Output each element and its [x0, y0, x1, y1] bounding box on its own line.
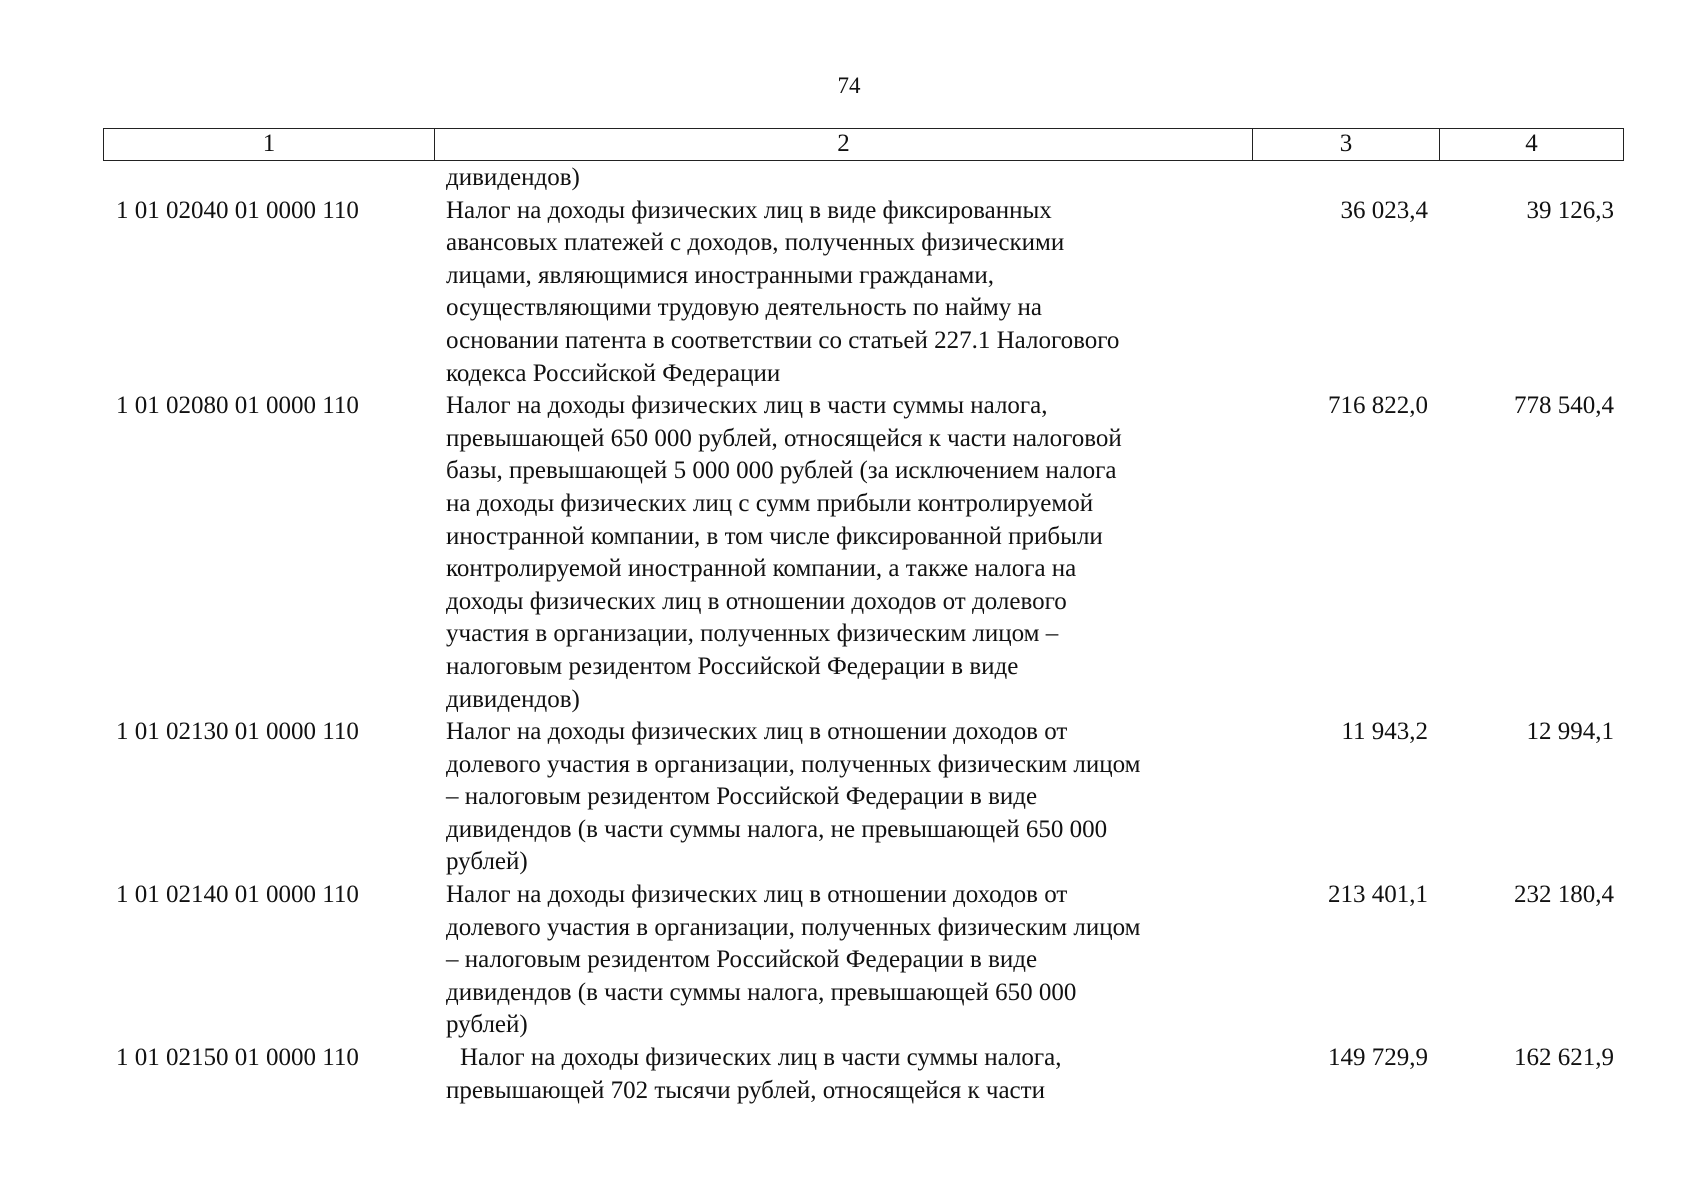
- description-line: контролируемой иностранной компании, а также налога на: [446, 555, 1077, 583]
- header-col-2: 2: [435, 129, 1253, 160]
- row-code: 1 01 02140 01 0000 110: [116, 881, 359, 909]
- description-line: лицами, являющимися иностранными гражданами,: [446, 261, 994, 289]
- row-value-col3: 716 822,0: [1328, 392, 1428, 420]
- row-value-col3: 36 023,4: [1340, 196, 1428, 224]
- table-row: [0, 1042, 1698, 1107]
- row-code: 1 01 02080 01 0000 110: [116, 392, 359, 420]
- description-line: осуществляющими трудовую деятельность по найму на: [446, 294, 1042, 322]
- description-line: авансовых платежей с доходов, полученных физическими: [446, 229, 1065, 257]
- description-line: – налоговым резидентом Российской Федерации в виде: [446, 783, 1038, 811]
- row-value-col4: 162 621,9: [1514, 1044, 1614, 1072]
- description-line: иностранной компании, в том числе фиксированной прибыли: [446, 522, 1103, 550]
- row-value-col4: 778 540,4: [1514, 392, 1614, 420]
- row-code: 1 01 02130 01 0000 110: [116, 718, 359, 746]
- row-description: [446, 879, 1246, 1042]
- description-line: налоговым резидентом Российской Федерации в виде: [446, 652, 1019, 680]
- description-line: рублей): [446, 848, 528, 876]
- header-col-1: 1: [104, 129, 435, 160]
- header-col-3: 3: [1253, 129, 1440, 160]
- description-line: дивидендов (в части суммы налога, не превышающей 650 000: [446, 815, 1108, 843]
- row-value-col4: 232 180,4: [1514, 881, 1614, 909]
- table-row: [0, 390, 1698, 716]
- description-line: на доходы физических лиц с сумм прибыли контролируемой: [446, 489, 1094, 517]
- continuation-line: дивидендов): [446, 164, 580, 191]
- description-line: – налоговым резидентом Российской Федерации в виде: [446, 946, 1038, 974]
- description-line: долевого участия в организации, полученных физическим лицом: [446, 913, 1141, 941]
- description-line: рублей): [446, 1011, 528, 1039]
- description-line: Налог на доходы физических лиц в отношении доходов от: [446, 881, 1068, 909]
- description-line: доходы физических лиц в отношении доходов от долевого: [446, 587, 1067, 615]
- description-line: превышающей 702 тысячи рублей, относящейся к части: [446, 1076, 1045, 1104]
- description-line: Налог на доходы физических лиц в виде фиксированных: [446, 196, 1052, 224]
- table-body: [0, 162, 1698, 1107]
- row-code: 1 01 02040 01 0000 110: [116, 196, 359, 224]
- description-line: дивидендов): [446, 685, 580, 713]
- row-description: [446, 1042, 1246, 1107]
- row-description: [446, 195, 1246, 391]
- row-value-col4: 12 994,1: [1526, 718, 1614, 746]
- table-header: [103, 128, 1624, 161]
- description-line: базы, превышающей 5 000 000 рублей (за исключением налога: [446, 457, 1117, 485]
- description-line: участия в организации, полученных физическим лицом –: [446, 620, 1059, 648]
- description-line: кодекса Российской Федерации: [446, 359, 781, 387]
- description-line: Налог на доходы физических лиц в отношении доходов от: [446, 718, 1068, 746]
- description-line: Налог на доходы физических лиц в части суммы налога,: [446, 392, 1048, 420]
- table-row: [0, 195, 1698, 391]
- row-value-col3: 11 943,2: [1341, 718, 1428, 746]
- row-value-col3: 213 401,1: [1328, 881, 1428, 909]
- description-line: основании патента в соответствии со статьей 227.1 Налогового: [446, 326, 1120, 354]
- description-line: Налог на доходы физических лиц в части суммы налога,: [460, 1044, 1062, 1072]
- page-number: 74: [837, 73, 861, 98]
- row-description: [446, 390, 1246, 716]
- description-line: превышающей 650 000 рублей, относящейся к части налоговой: [446, 424, 1122, 452]
- row-code: 1 01 02150 01 0000 110: [116, 1044, 359, 1072]
- description-line: долевого участия в организации, полученных физическим лицом: [446, 750, 1141, 778]
- row-description: [446, 716, 1246, 879]
- description-line: дивидендов (в части суммы налога, превышающей 650 000: [446, 978, 1077, 1006]
- table-row: [0, 879, 1698, 1042]
- table-row: [0, 716, 1698, 879]
- row-value-col4: 39 126,3: [1526, 196, 1614, 224]
- row-value-col3: 149 729,9: [1328, 1044, 1428, 1072]
- header-col-4: 4: [1525, 130, 1538, 157]
